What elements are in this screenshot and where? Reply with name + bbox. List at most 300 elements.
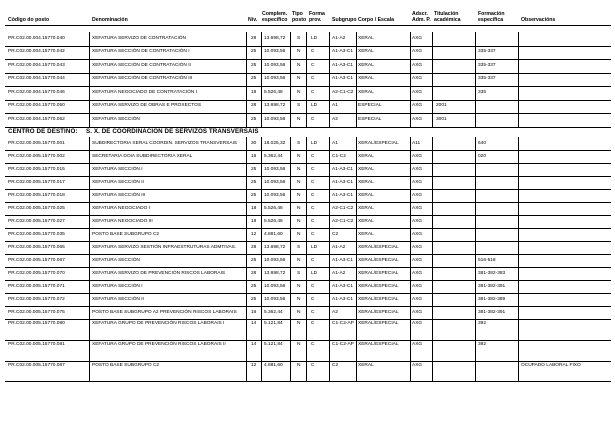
cell-corpo: XERAL [358, 363, 374, 368]
cell-corpo: XERAL/ESPECIAL [358, 140, 399, 146]
cell-corpo: XERAL [358, 192, 374, 198]
cell-niv: 12 [251, 231, 257, 237]
cell-adm: AXG [412, 116, 423, 122]
cell-forma: C [311, 283, 315, 289]
cell-niv: 18 [251, 89, 257, 95]
table-row [0, 254, 615, 267]
table-row [0, 46, 615, 60]
cell-corpo: XERAL [358, 62, 374, 68]
column-rule [290, 137, 291, 381]
cell-tipo: S [297, 244, 301, 250]
cell-codigo: PR.C02.00.005.15770.080 [8, 321, 65, 326]
cell-comp: 4.881,60 [264, 231, 283, 237]
cell-forma: LD [311, 35, 318, 41]
cell-sub: A1-A3-C1 [332, 49, 354, 55]
cell-form: 335-337 [478, 49, 496, 55]
cell-forma: C [311, 342, 315, 347]
cell-comp: 4.881,60 [264, 363, 283, 368]
cell-corpo: ESPECIAL [358, 116, 382, 122]
cell-niv: 25 [251, 76, 257, 82]
cell-codigo: PR.C02.00.005.15770.018 [8, 192, 65, 198]
column-rule [290, 32, 291, 127]
header-adscricion-2: Adm. P. [412, 17, 431, 23]
header-titulacion-2: académica [434, 17, 461, 23]
table-row [0, 59, 615, 73]
column-rule [475, 32, 476, 127]
table-row [0, 267, 615, 280]
cell-sub: A1-A3-C1 [332, 62, 354, 68]
cell-codigo: PR.C02.00.005.15770.015 [8, 166, 65, 172]
column-rule [329, 32, 330, 127]
cell-forma: LD [311, 244, 318, 250]
header-complemento-2: específico [262, 17, 288, 23]
cell-codigo: PR.C02.00.005.15770.065 [8, 244, 65, 250]
cell-codigo: PR.C02.00.004.15770.050 [8, 103, 65, 109]
cell-comp: 13.698,72 [264, 244, 286, 250]
cell-adm: AXG [412, 270, 423, 276]
cell-sub: A1-A3-C1 [332, 192, 354, 198]
cell-corpo: XERAL [358, 205, 374, 211]
cell-tipo: S [297, 35, 301, 41]
cell-sub: A1-A3-C1 [332, 257, 354, 263]
cell-niv: 25 [251, 179, 257, 185]
cell-tipo: N [297, 62, 301, 68]
cell-comp: 5.526,48 [264, 205, 283, 211]
cell-sub: A1-A3-C1 [332, 283, 354, 289]
cell-adm: AXG [412, 244, 423, 250]
column-rule [432, 32, 433, 127]
cell-adm: AXG [412, 342, 423, 347]
cell-niv: 14 [251, 342, 257, 347]
cell-comp: 10.093,56 [264, 76, 286, 82]
cell-tipo: N [297, 179, 301, 185]
cell-corpo: XERAL [358, 153, 374, 159]
cell-corpo: XERAL/ESPECIAL [358, 270, 399, 276]
table-row [0, 113, 615, 127]
cell-codigo: PR.C02.00.004.15770.046 [8, 89, 65, 95]
cell-tipo: S [297, 140, 301, 146]
cell-adm: AXG [412, 231, 423, 237]
cell-codigo: PR.C02.00.005.15770.002 [8, 153, 65, 159]
table-row [0, 202, 615, 215]
cell-sub: A1-A2 [332, 244, 346, 250]
cell-codigo: PR.C02.00.004.15770.044 [8, 76, 65, 82]
cell-adm: AXG [412, 296, 423, 302]
cell-forma: LD [311, 270, 318, 276]
cell-sub: A2 [332, 116, 338, 122]
cell-corpo: XERAL [358, 179, 374, 185]
cell-corpo: XERAL/ESPECIAL [358, 244, 399, 250]
cell-den: XEFATURA SERVIZO XESTIÓN INFRAESTRUTURAS ADMTIVAS. [92, 244, 237, 250]
column-rule [329, 137, 330, 381]
cell-comp: 5.121,84 [264, 342, 283, 347]
cell-adm: AXG [412, 179, 423, 185]
cell-tipo: N [297, 218, 301, 224]
cell-corpo: XERAL [358, 35, 374, 41]
cell-comp: 5.362,44 [264, 309, 283, 315]
header-forma-1: Forma [309, 11, 325, 17]
column-rule [89, 32, 90, 127]
column-rule [518, 137, 519, 381]
cell-codigo: PR.C02.00.005.15770.087 [8, 363, 65, 368]
cell-den: XEFATURA SECCIÓN DE CONTRATACIÓN III [92, 76, 193, 82]
header-subgrupo: Subgrupo [332, 17, 357, 23]
section-value: S. X. DE COORDINACIÓN DE SERVIZOS TRANSVERSAIS [86, 128, 259, 135]
cell-forma: C [311, 192, 315, 198]
column-rule [410, 137, 411, 381]
cell-forma: C [311, 153, 315, 159]
cell-sub: C2 [332, 231, 339, 237]
cell-forma: LD [311, 140, 318, 146]
column-rule [306, 137, 307, 381]
cell-sub: A2-C1-C2 [332, 89, 354, 95]
cell-corpo: XERAL/ESPECIAL [358, 309, 399, 315]
cell-corpo: XERAL/ESPECIAL [358, 296, 399, 302]
cell-adm: AXG [412, 205, 423, 211]
header-observacions: Observacións [521, 17, 556, 23]
column-rule [356, 137, 357, 381]
cell-den: XEFATURA SECCIÓN [92, 257, 140, 263]
cell-den: POSTO BASE SUBGRUPO C2 [92, 231, 160, 237]
cell-tipo: S [297, 103, 301, 109]
cell-form: 335 [478, 89, 487, 95]
table-row [0, 163, 615, 176]
cell-niv: 25 [251, 62, 257, 68]
table-row [0, 241, 615, 254]
cell-comp: 18.025,32 [264, 140, 286, 146]
header-adscricion-1: Adscr. [412, 11, 428, 17]
cell-codigo: PR.C02.00.005.15770.070 [8, 270, 65, 276]
cell-tipo: N [297, 89, 301, 95]
cell-corpo: XERAL/ESPECIAL [358, 257, 399, 263]
cell-den: XEFATURA SERVIZO DE CONTRATACIÓN [92, 35, 186, 41]
cell-den: XEFATURA GRUPO DE PREVENCIÓN RISCOS LABORAIS II [92, 342, 226, 347]
cell-codigo: PR.C02.00.004.15770.043 [8, 62, 65, 68]
cell-forma: C [311, 296, 315, 302]
cell-forma: C [311, 89, 315, 95]
cell-comp: 10.093,56 [264, 179, 286, 185]
cell-form: 020 [478, 153, 487, 159]
cell-sub: A1 [332, 103, 338, 109]
cell-adm: AXG [412, 166, 423, 172]
cell-den: XEFATURA SECCIÓN II [92, 179, 144, 185]
table-row [0, 280, 615, 293]
cell-tipo: N [297, 231, 301, 237]
cell-forma: C [311, 116, 315, 122]
cell-codigo: PR.C02.00.004.15770.042 [8, 49, 65, 55]
cell-corpo: ESPECIAL [358, 103, 382, 109]
cell-form: 381-382-391 [478, 309, 506, 315]
cell-niv: 25 [251, 49, 257, 55]
cell-den: XEFATURA SECCIÓN I [92, 283, 143, 289]
cell-tipo: N [297, 166, 301, 172]
cell-sub: A2 [332, 309, 338, 315]
cell-corpo: XERAL/ESPECIAL [358, 283, 399, 289]
cell-sub: A1 [332, 140, 338, 146]
cell-codigo: PR.C02.00.005.15770.072 [8, 296, 65, 302]
cell-form: 640 [478, 140, 487, 146]
cell-corpo: XERAL [358, 49, 374, 55]
cell-adm: AXG [412, 35, 423, 41]
cell-comp: 10.093,56 [264, 62, 286, 68]
cell-adm: AXG [412, 76, 423, 82]
cell-niv: 28 [251, 244, 257, 250]
header-corpo: Corpo / Escala [358, 17, 395, 23]
cell-tipo: N [297, 49, 301, 55]
cell-comp: 10.093,56 [264, 296, 286, 302]
cell-tipo: N [297, 283, 301, 289]
cell-den: SECRETARIA DOIA SUBDIRECTORIA XERAL [92, 153, 193, 159]
cell-sub: A2-C1-C2 [332, 205, 354, 211]
cell-tipo: N [297, 153, 301, 159]
cell-comp: 5.121,84 [264, 321, 283, 326]
cell-tipo: N [297, 76, 301, 82]
table-row [0, 100, 615, 114]
cell-niv: 16 [251, 309, 257, 315]
cell-adm: AXG [412, 321, 423, 326]
cell-forma: C [311, 49, 315, 55]
cell-codigo: PR.C02.00.005.15770.025 [8, 205, 65, 211]
cell-niv: 16 [251, 153, 257, 159]
cell-den: SUBDIRECTORIA XERAL COORDIN. SERVIZOS TRANSVERSAIS [92, 140, 238, 146]
cell-adm: AXG [412, 49, 423, 55]
cell-tipo: N [297, 192, 301, 198]
table-row [0, 150, 615, 163]
cell-forma: C [311, 363, 315, 368]
cell-forma: C [311, 76, 315, 82]
cell-adm: AXG [412, 309, 423, 315]
cell-den: POSTO BASE SUBGRUPO A2 PREVENCIÓN RISCOS LABORAIS [92, 309, 237, 315]
cell-comp: 10.093,56 [264, 283, 286, 289]
cell-form: 335-337 [478, 76, 496, 82]
cell-tipo: N [297, 116, 301, 122]
cell-niv: 28 [251, 270, 257, 276]
table-row [0, 189, 615, 202]
cell-forma: C [311, 309, 315, 315]
cell-sub: A1-A2 [332, 35, 346, 41]
cell-niv: 18 [251, 218, 257, 224]
cell-forma: C [311, 321, 315, 326]
cell-forma: C [311, 179, 315, 185]
cell-form: 392 [478, 321, 487, 326]
cell-den: XEFATURA SECCIÓN II [92, 296, 144, 302]
cell-den: XEFATURA GRUPO DE PREVENCIÓN RISCOS LABORAIS I [92, 321, 225, 326]
cell-corpo: XERAL [358, 89, 374, 95]
cell-comp: 5.362,44 [264, 153, 283, 159]
cell-adm: AXG [412, 192, 423, 198]
table-row [0, 228, 615, 241]
cell-den: POSTO BASE SUBGRUPO C2 [92, 363, 160, 368]
table-row [0, 73, 615, 87]
table-row [0, 86, 615, 100]
cell-den: XEFATURA NEGOCIADO I [92, 205, 151, 211]
cell-sub: A1-A3-C1 [332, 296, 354, 302]
cell-codigo: PR.C02.00.005.15770.071 [8, 283, 65, 289]
cell-sub: C1-C2-AP [332, 321, 354, 326]
cell-forma: LD [311, 103, 318, 109]
cell-niv: 25 [251, 192, 257, 198]
section-heading [8, 128, 308, 136]
cell-den: XEFATURA SERVIZO DE OBRAS E PROXECTOS [92, 103, 202, 109]
cell-comp: 10.093,56 [264, 257, 286, 263]
cell-niv: 28 [251, 103, 257, 109]
cell-den: XEFATURA SECCIÓN III [92, 192, 146, 198]
cell-codigo: PR.C02.00.005.15770.075 [8, 309, 65, 315]
cell-comp: 10.093,56 [264, 116, 286, 122]
cell-comp: 10.093,56 [264, 166, 286, 172]
cell-sub: C1-C2-AP [332, 342, 354, 347]
cell-tipo: N [297, 296, 301, 302]
header-formacion-1: Formación [478, 11, 505, 17]
cell-niv: 25 [251, 166, 257, 172]
cell-form: 381-382-391 [478, 283, 506, 289]
header-nivel: Nív. [248, 17, 258, 23]
cell-form: 381-382-383 [478, 270, 506, 276]
cell-tipo: S [297, 270, 301, 276]
column-rule [518, 32, 519, 127]
cell-form: 335-337 [478, 62, 496, 68]
cell-adm: AXG [412, 363, 423, 368]
header-formacion-2: específica [478, 17, 504, 23]
cell-codigo: PR.C02.00.005.15770.001 [8, 140, 65, 146]
cell-adm: AXG [412, 218, 423, 224]
cell-den: XEFATURA SERVIZO DE PREVENCIÓN RISCOS LABORAIS [92, 270, 226, 276]
header-codigo: Código do posto [8, 17, 50, 23]
cell-forma: C [311, 166, 315, 172]
cell-tipo: N [297, 363, 301, 368]
cell-den: XEFATURA SECCIÓN DE CONTRATACIÓN I [92, 49, 190, 55]
cell-corpo: XERAL [358, 218, 374, 224]
cell-corpo: XERAL [358, 166, 374, 172]
section-label: CENTRO DE DESTINO: [8, 128, 78, 135]
header-rule [5, 25, 611, 26]
cell-sub: A1-A2 [332, 270, 346, 276]
table-row [0, 32, 615, 46]
column-rule [246, 137, 247, 381]
cell-corpo: XERAL/ESPECIAL [358, 342, 399, 347]
cell-comp: 5.526,48 [264, 218, 283, 224]
cell-forma: C [311, 257, 315, 263]
cell-tipo: N [297, 342, 301, 347]
cell-tipo: N [297, 205, 301, 211]
header-titulacion-1: Titulación [434, 11, 459, 17]
cell-niv: 25 [251, 296, 257, 302]
cell-niv: 12 [251, 363, 257, 368]
row-rule [5, 381, 611, 382]
cell-den: XEFATURA SECCIÓN [92, 116, 140, 122]
header-forma-2: prov. [309, 17, 322, 23]
cell-den: XEFATURA SECCIÓN DE CONTRATACIÓN II [92, 62, 191, 68]
cell-sub: A2-C1-C2 [332, 218, 354, 224]
cell-codigo: PR.C02.00.005.15770.027 [8, 218, 65, 224]
header-complemento-1: Complem. [262, 11, 288, 17]
cell-codigo: PR.C02.00.005.15770.035 [8, 231, 65, 237]
cell-comp: 13.698,72 [264, 35, 286, 41]
cell-adm: AXG [412, 257, 423, 263]
cell-corpo: XERAL [358, 231, 374, 237]
cell-tit: 3001 [436, 116, 447, 122]
cell-niv: 30 [251, 140, 257, 146]
column-rule [410, 32, 411, 127]
cell-niv: 14 [251, 321, 257, 326]
table-row [0, 340, 615, 361]
cell-den: XEFATURA NEGOCIADO DE CONTRATACIÓN I [92, 89, 198, 95]
cell-corpo: XERAL [358, 76, 374, 82]
column-rule [89, 137, 90, 381]
cell-adm: A11 [412, 140, 421, 146]
cell-adm: AXG [412, 89, 423, 95]
cell-niv: 18 [251, 205, 257, 211]
cell-tipo: N [297, 321, 301, 326]
table-row [0, 306, 615, 319]
cell-adm: AXG [412, 283, 423, 289]
cell-form: 392 [478, 342, 487, 347]
cell-sub: A1-A3-C1 [332, 166, 354, 172]
column-rule [246, 32, 247, 127]
table-row [0, 215, 615, 228]
column-rule [356, 32, 357, 127]
cell-niv: 25 [251, 283, 257, 289]
cell-obs: OCUPADO LABORAL FIXO [521, 363, 581, 368]
cell-comp: 13.698,72 [264, 270, 286, 276]
cell-adm: AXG [412, 103, 423, 109]
cell-form: 381-382-389 [478, 296, 506, 302]
cell-codigo: PR.C02.00.005.15770.017 [8, 179, 65, 185]
cell-tit: 2001 [436, 103, 447, 109]
cell-den: XEFATURA NEGOCIADO III [92, 218, 153, 224]
table-row [0, 137, 615, 150]
cell-codigo: PR.C02.00.005.15770.067 [8, 257, 65, 263]
column-rule [261, 137, 262, 381]
cell-adm: AXG [412, 153, 423, 159]
cell-sub: A1-A3-C1 [332, 76, 354, 82]
cell-adm: AXG [412, 62, 423, 68]
cell-form: 516-518 [478, 257, 496, 263]
table-row [0, 293, 615, 306]
cell-niv: 25 [251, 116, 257, 122]
cell-comp: 13.698,72 [264, 103, 286, 109]
cell-forma: C [311, 218, 315, 224]
cell-den: XEFATURA SECCIÓN I [92, 166, 143, 172]
table-row [0, 319, 615, 340]
cell-comp: 10.093,56 [264, 192, 286, 198]
column-rule [432, 137, 433, 381]
cell-codigo: PR.C02.00.004.15770.052 [8, 116, 65, 122]
cell-sub: A1-A3-C1 [332, 179, 354, 185]
header-denominacion: Denominación [92, 17, 128, 23]
cell-corpo: XERAL/ESPECIAL [358, 321, 399, 326]
header-tipo-2: posto [292, 17, 307, 23]
column-rule [475, 137, 476, 381]
cell-tipo: N [297, 309, 301, 315]
cell-sub: C1-C2 [332, 153, 346, 159]
cell-codigo: PR.C02.00.004.15770.040 [8, 35, 65, 41]
cell-tipo: N [297, 257, 301, 263]
column-rule [306, 32, 307, 127]
cell-comp: 5.526,48 [264, 89, 283, 95]
table-row [0, 176, 615, 189]
cell-comp: 10.093,56 [264, 49, 286, 55]
table-row [0, 361, 615, 381]
cell-niv: 28 [251, 35, 257, 41]
cell-sub: C2 [332, 363, 339, 368]
cell-niv: 25 [251, 257, 257, 263]
cell-forma: C [311, 205, 315, 211]
cell-forma: C [311, 62, 315, 68]
header-tipo-1: Tipo [292, 11, 303, 17]
cell-codigo: PR.C02.00.005.15770.081 [8, 342, 65, 347]
column-rule [261, 32, 262, 127]
